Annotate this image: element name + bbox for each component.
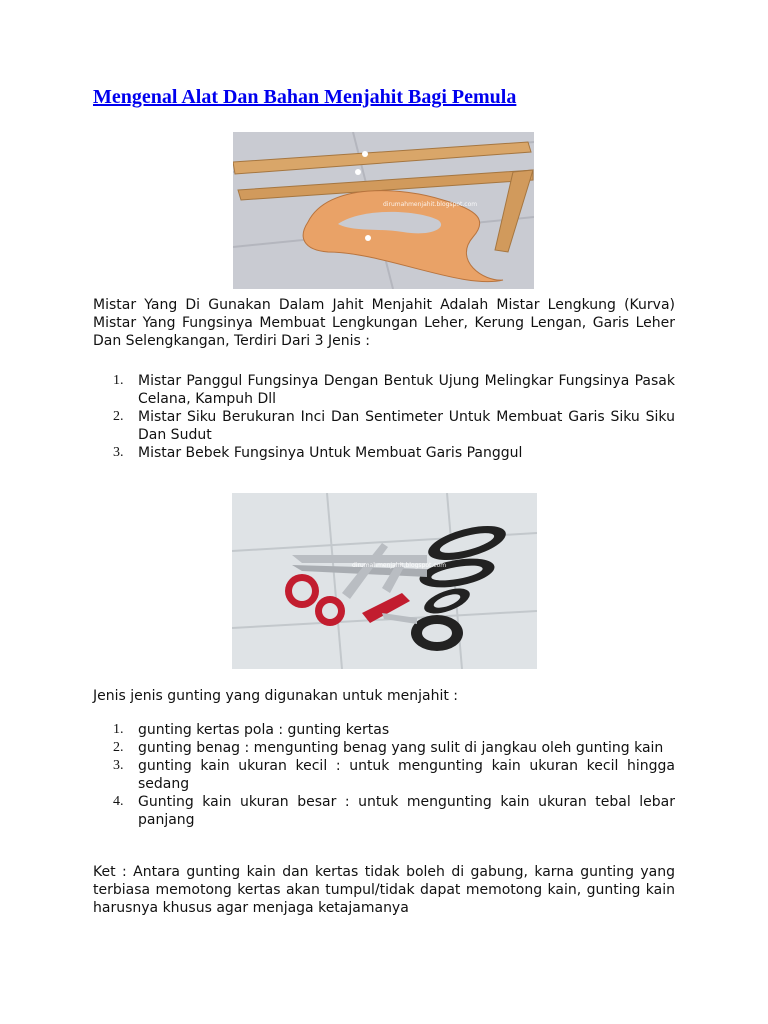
note-paragraph: Ket : Antara gunting kain dan kertas tidak boleh di gabung, karna gunting yang terbiasa memotong kertas akan tumpul/tidak dapat memotong kain, gunting kain harusnya khusus agar menjaga ketajamanya [93, 864, 675, 916]
scissors-intro-paragraph: Jenis jenis gunting yang digunakan untuk menjahit : [93, 688, 458, 704]
rulers-list [93, 372, 675, 462]
list-item: 1. Mistar Panggul Fungsinya Dengan Bentuk Ujung Melingkar Fungsinya Pasak Celana, Kampuh Dll [113, 373, 675, 407]
page-title-link[interactable]: Mengenal Alat Dan Bahan Menjahit Bagi Pemula [93, 86, 517, 108]
list-item: 2. gunting benag : mengunting benag yang sulit di jangkau oleh gunting kain [113, 740, 664, 756]
list-item: 3. gunting kain ukuran kecil : untuk mengunting kain ukuran kecil hingga sedang [113, 758, 675, 792]
list-item: 4. Gunting kain ukuran besar : untuk mengunting kain ukuran tebal lebar panjang [113, 794, 675, 828]
list-item: 3. Mistar Bebek Fungsinya Untuk Membuat Garis Panggul [113, 445, 523, 461]
rulers-photo [233, 132, 534, 289]
photo2-watermark: dirumahmenjahit.blogspot.com [352, 562, 447, 569]
rulers-intro-paragraph: Mistar Yang Di Gunakan Dalam Jahit Menjahit Adalah Mistar Lengkung (Kurva) Mistar Yang Fungsinya Membuat Lengkungan Leher, Kerung Lengan, Garis Leher Dan Selengkangan, Terdiri Dari 3 Jenis : [93, 297, 675, 349]
photo1-watermark: dirumahmenjahit.blogspot.com [383, 201, 478, 208]
list-item: 1. gunting kertas pola : gunting kertas [113, 722, 390, 738]
scissors-list [93, 721, 675, 829]
scissors-photo [232, 493, 537, 669]
list-item: 2. Mistar Siku Berukuran Inci Dan Sentimeter Untuk Membuat Garis Siku Siku Dan Sudut [113, 409, 675, 443]
